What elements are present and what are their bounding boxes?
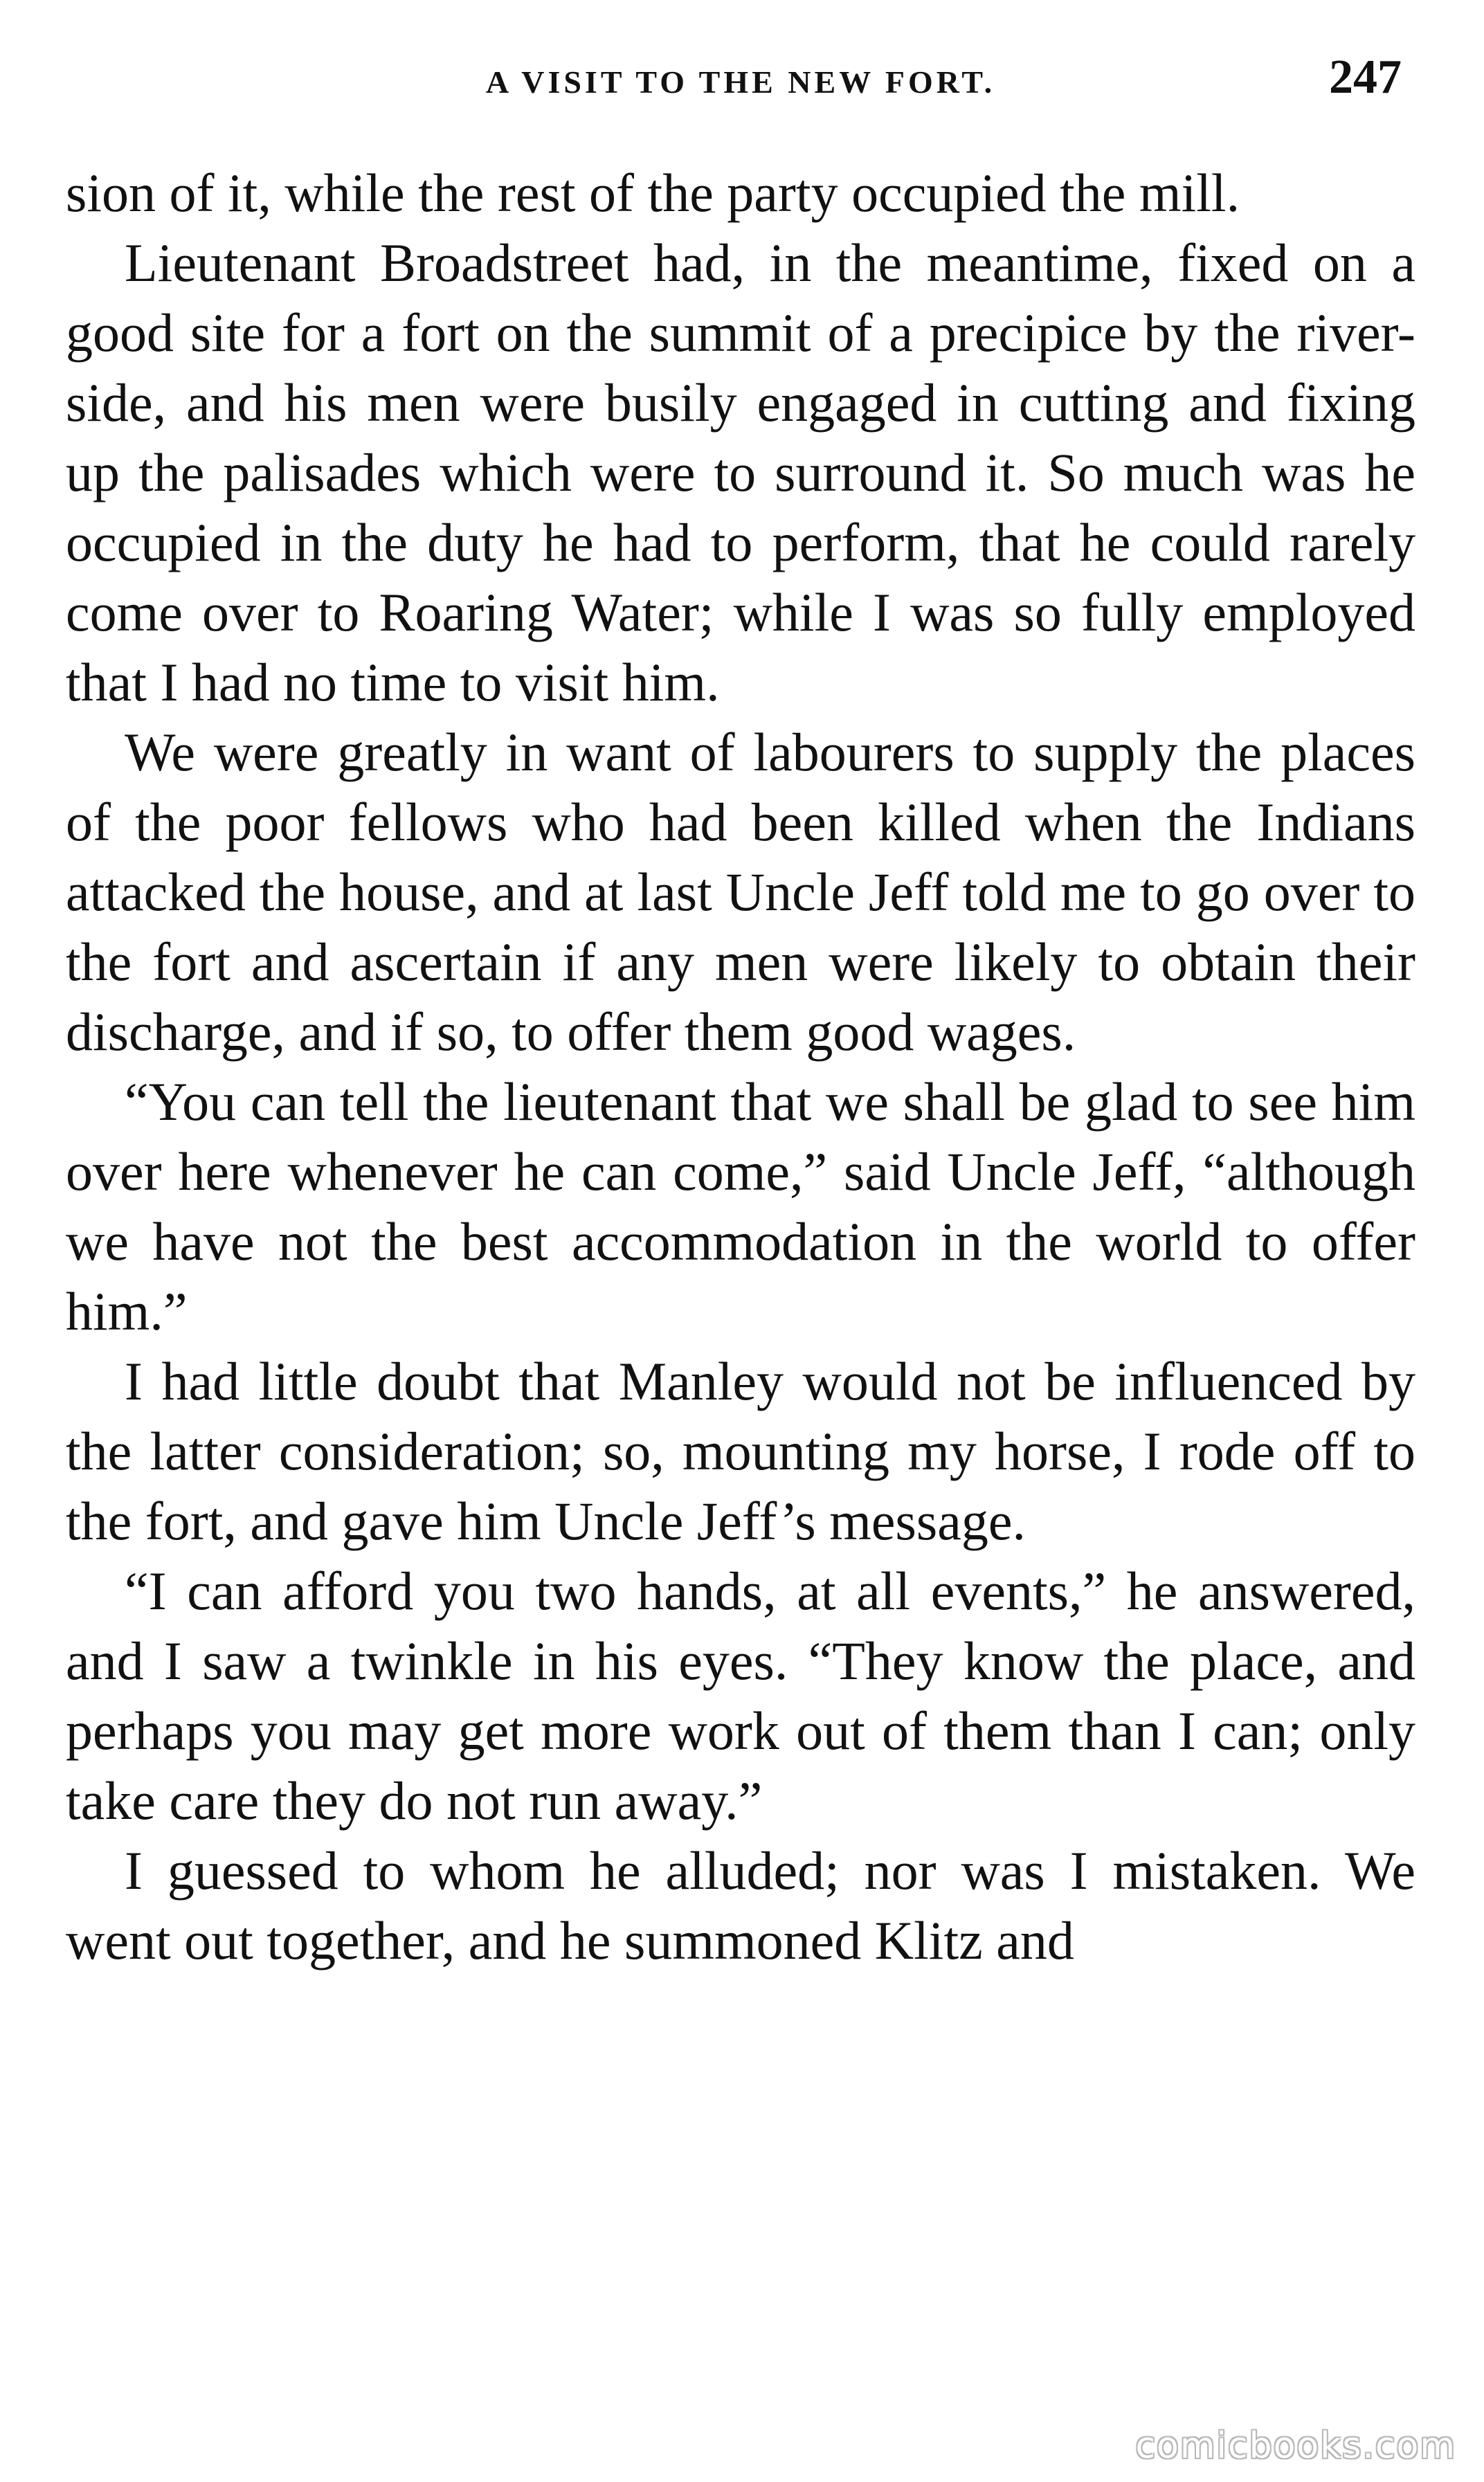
running-head: [66, 50, 1415, 119]
paragraph: I had little doubt that Manley would not be influenced by the latter consideration; so, mounting my horse, I rode off to the fort, and gave him Uncle Jeff’s message.: [66, 1351, 1415, 1551]
paragraph: Lieutenant Broadstreet had, in the meantime, fixed on a good site for a fort on the summit of a precipice by the river-side, and his men were busily engaged in cutting and fixing up the palisades which were to surround it. So much was he occupied in the duty he had to perform, that he could rarely come over to Roaring Water; while I was so fully employed that I had no time to visit him.: [66, 233, 1415, 712]
paragraph: “I can afford you two hands, at all events,” he answered, and I saw a twinkle in his eyes. “They know the place, and perhaps you may get more work out of them than I can; only take care they do not run away.”: [66, 1561, 1415, 1831]
paragraph: “You can tell the lieutenant that we shall be glad to see him over here whenever he can come,” said Uncle Jeff, “although we have not the best accommodation in the world to offer him.”: [66, 1071, 1415, 1341]
running-title: A VISIT TO THE NEW FORT.: [485, 64, 996, 100]
page-number: 247: [1329, 51, 1402, 104]
paragraph: I guessed to whom he alluded; nor was I mistaken. We went out together, and he summoned Klitz and: [66, 1840, 1415, 1971]
body-text: [66, 158, 1415, 1975]
watermark: comicbooks.com: [1135, 2425, 1456, 2467]
paragraph: We were greatly in want of labourers to supply the places of the poor fellows who had been killed when the Indians attacked the house, and at last Uncle Jeff told me to go over to the fort and ascertain if any men were likely to obtain their discharge, and if so, to offer them good wages.: [66, 722, 1415, 1062]
paragraph: sion of it, while the rest of the party occupied the mill.: [66, 163, 1240, 223]
